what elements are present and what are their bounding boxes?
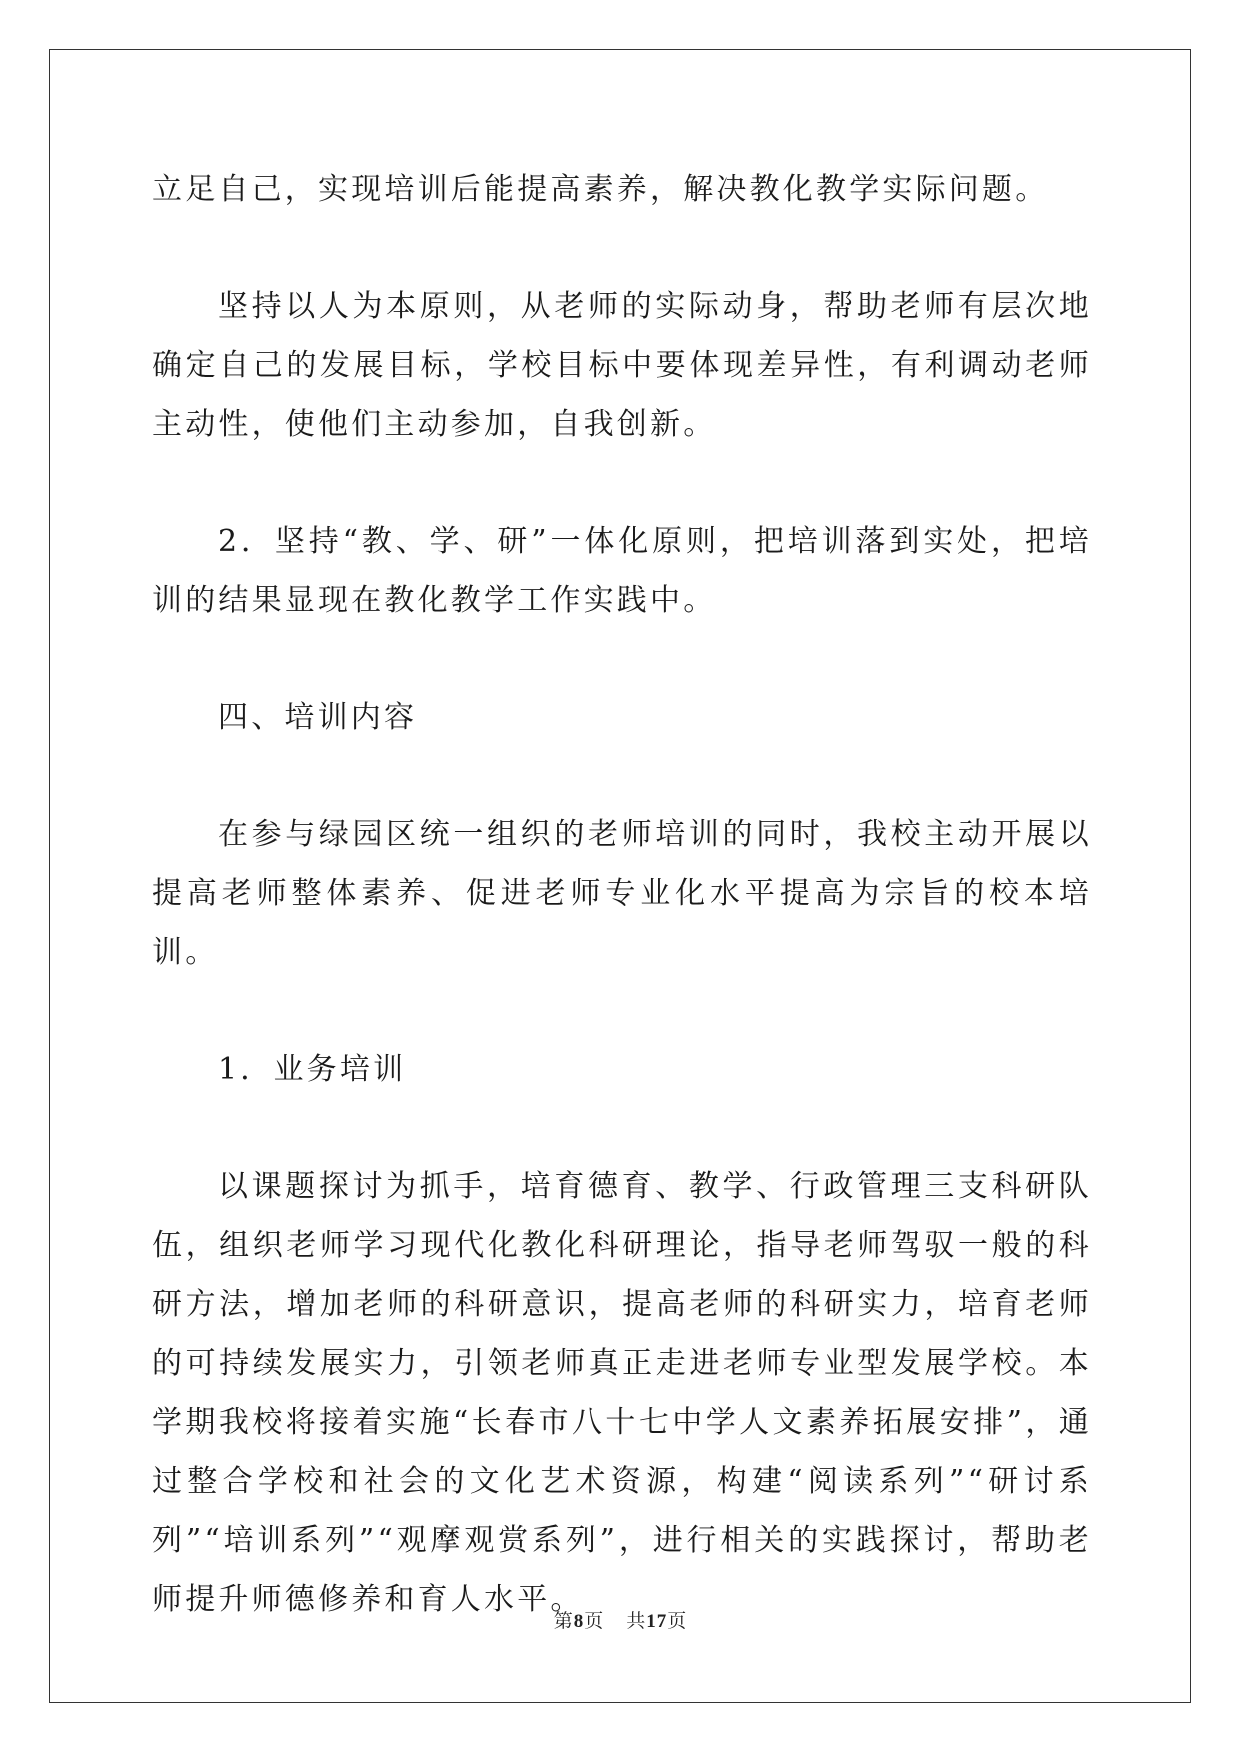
total-pages: 17 [646, 1611, 668, 1632]
page-number: 8 [573, 1611, 585, 1632]
document-body [152, 160, 1092, 1629]
total-suffix: 页 [667, 1611, 688, 1632]
page-footer [0, 1606, 1241, 1633]
paragraph-4: 在参与绿园区统一组织的老师培训的同时，我校主动开展以提高老师整体素养、促进老师专业化水平提高为宗旨的校本培训。 [152, 817, 1092, 970]
page-prefix: 第 [553, 1611, 574, 1632]
section-heading-training-content: 四、培训内容 [218, 700, 418, 735]
total-prefix: 共 [626, 1611, 647, 1632]
paragraph-5: 以课题探讨为抓手，培育德育、教学、行政管理三支科研队伍，组织老师学习现代化教化科研理论，指导老师驾驭一般的科研方法，增加老师的科研意识，提高老师的科研实力，培育老师的可持续发展实力，引领老师真正走进老师专业型发展学校。本学期我校将接着实施“长春市八十七中学人文素养拓展安排”，通过整合学校和社会的文化艺术资源，构建“阅读系列”“研讨系列”“培训系列”“观摩观赏系列”，进行相关的实践探讨，帮助老师提升师德修养和育人水平。 [152, 1169, 1092, 1617]
paragraph-3: 2．坚持“教、学、研”一体化原则，把培训落到实处，把培训的结果显现在教化教学工作实践中。 [152, 524, 1092, 618]
page-suffix: 页 [584, 1611, 605, 1632]
paragraph-1: 立足自己，实现培训后能提高素养，解决教化教学实际问题。 [152, 172, 1049, 207]
paragraph-2: 坚持以人为本原则，从老师的实际动身，帮助老师有层次地确定自己的发展目标，学校目标中要体现差异性，有利调动老师主动性，使他们主动参加，自我创新。 [152, 289, 1092, 442]
subheading-business-training: 1．业务培训 [218, 1052, 407, 1087]
